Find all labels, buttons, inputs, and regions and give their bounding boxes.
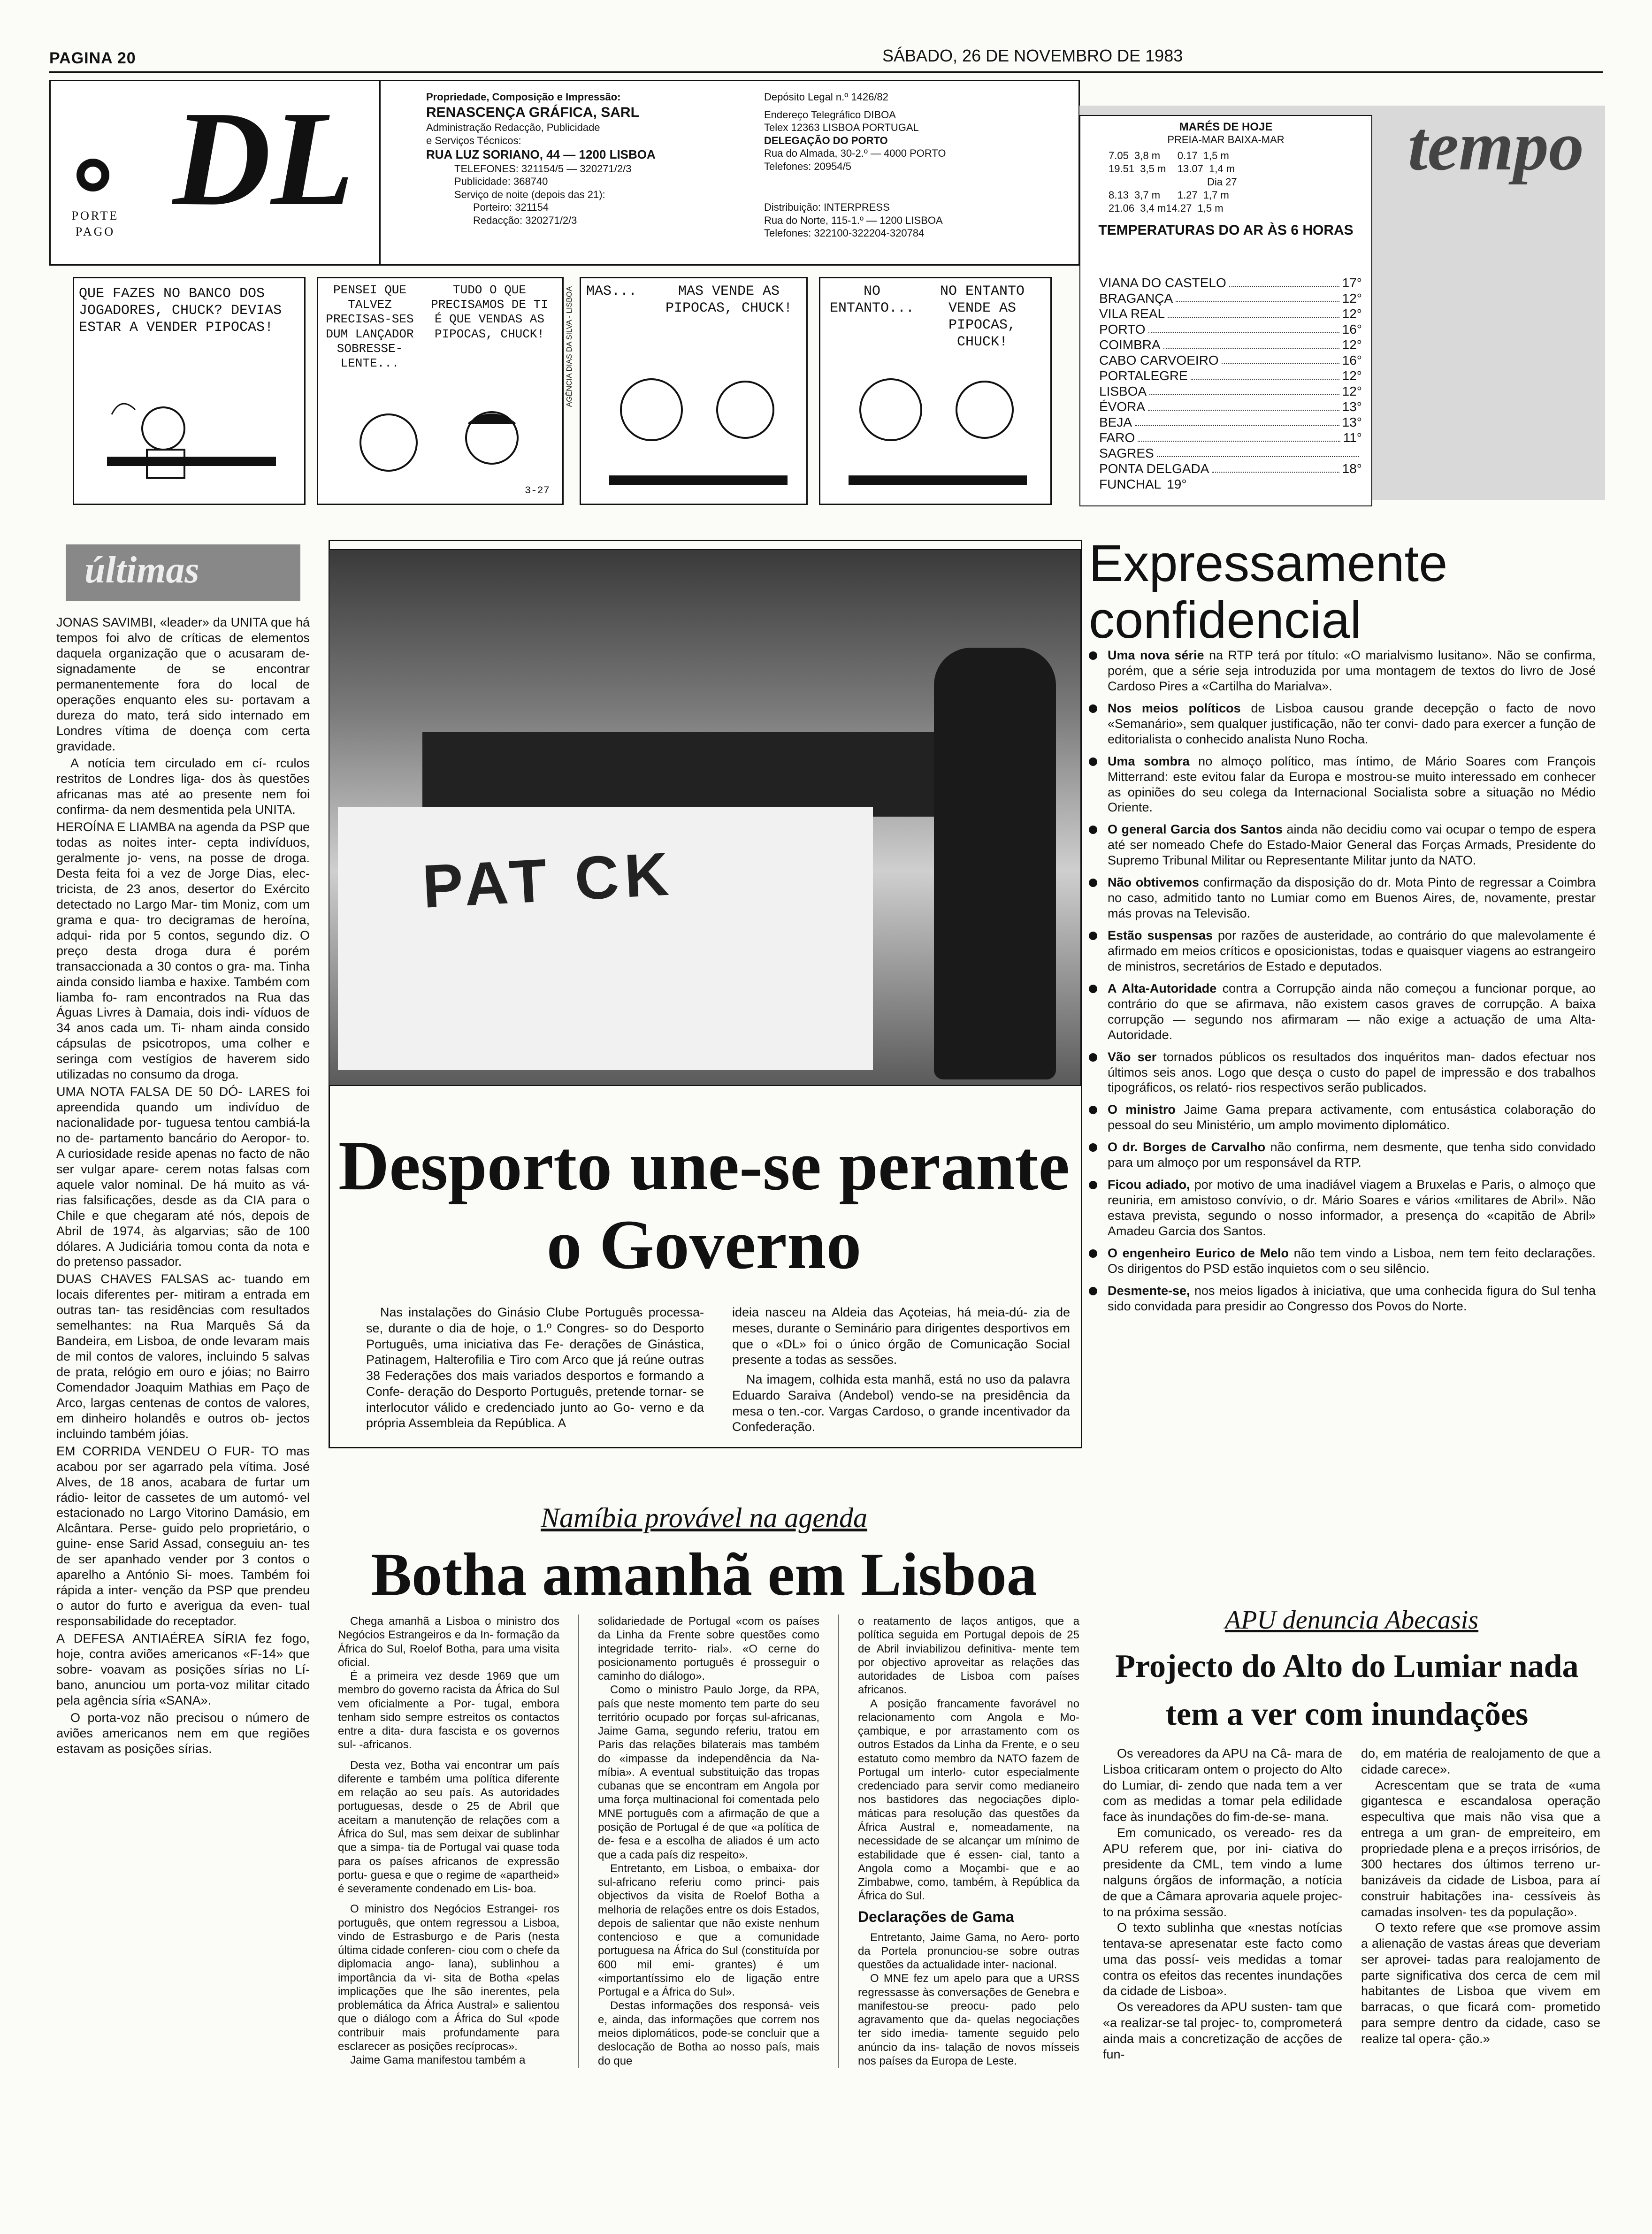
masthead-legal-info [764, 91, 1069, 240]
list-item [1089, 1283, 1596, 1314]
article-paragraph: solidariedade de Portugal «com os países da Linha da Frente sobre questões como integridade territo- rial». «O cerne do posicionamento português é prosseguir o caminho do diálogo». [598, 1615, 819, 1683]
item-lead: Nos meios políticos [1108, 701, 1241, 715]
comic-date: 3-27 [525, 485, 550, 497]
masthead [49, 80, 1080, 266]
article-paragraph: do, em matéria de realojamento de que a cidade carece». [1361, 1746, 1600, 1776]
article-paragraph: Nas instalações do Ginásio Clube Português processa-se, durante o dia de hoje, o 1.º Congres- so do Desporto Português, uma iniciativa das Fe- derações de Ginástica, Patinagem, Halterofilia e Tiro com Arco que já reúne outras 38 Federações dos mais variados desportos e formando a Confe- deração do Desporto Português, pretende tornar- se interlocutor válido e credenciado junto ao Go- verno e da própria Assembleia da República. A [366, 1305, 704, 1431]
desporto-headline: Desporto une-se perante o Governo [338, 1127, 1070, 1284]
item-text: na RTP terá por título: «O marialvismo lusitano». Não se confirma, porém, que a série seja introduzida por uma montagem de textos do livro de José Cardoso Pires a «Cartilha do Marialva». [1108, 648, 1596, 693]
dot-leader [1163, 337, 1339, 349]
list-item [1089, 648, 1596, 694]
apu-body [1103, 1746, 1600, 2063]
item-lead: Uma sombra [1108, 754, 1190, 768]
item-text: tornados públicos os resultados dos inquéritos man- dados efectuar nos últimos seis anos. Logo que desça o custo do papel de impressão e dos trabalhos tipográficos, os relató- rios respectivos serão publicados. [1108, 1049, 1596, 1095]
comic-characters-drawing [600, 367, 797, 499]
list-item [1089, 701, 1596, 747]
mast-line: Distribuição: INTERPRESS [764, 201, 890, 213]
speech-bubble: QUE FAZES NO BANCO DOS JOGADORES, CHUCK? DEVIAS ESTAR A VENDER PIPOCAS! [79, 285, 295, 336]
article-paragraph: Os vereadores da APU susten- tam que «a realizar-se tal projec- to, comprometerá ainda mais a concretização de acções de fun- [1103, 2000, 1342, 2062]
list-item [1089, 1177, 1596, 1239]
botha-kicker: Namíbia provável na agenda [540, 1502, 867, 1533]
logo-box [51, 81, 381, 264]
city-row [1099, 477, 1362, 492]
weather-card [1079, 115, 1372, 506]
article-column [1361, 1746, 1600, 2063]
city-name: PORTO [1099, 322, 1146, 337]
dot-leader [1135, 415, 1339, 426]
city-row [1099, 275, 1362, 291]
news-brief: JONAS SAVIMBI, «leader» da UNITA que há tempos foi alvo de críticas de elementos daquela organização que o acusaram de- signadamente de se encontrar permanentemente fora do local de operações enquanto eles su- portavam a dureza do mato, terá sido internado em Londres vítima de doença com certa gravidade. [56, 615, 310, 753]
speech-bubble: PENSEI QUE TALVEZ PRECISAS-SES DUM LANÇADOR SOBRESSE-LENTE... [323, 283, 417, 371]
page-number: PAGINA 20 [49, 49, 136, 67]
city-temp: 13° [1342, 415, 1362, 429]
mast-line: Telex 12363 LISBOA PORTUGAL [764, 122, 919, 133]
city-row [1099, 368, 1362, 383]
article-paragraph: A posição francamente favorável no relacionamento com Angola e Mo- çambique, e por arrastamento com os outros Estados da Linha da Frente, e o seu estatuto como membro da NATO fazem de Portugal um interlo- cutor especialmente credenciado para servir como medianeiro nos bastidores das negociações diplo- máticas para resolução das questões da África Austral e, nomeadamente, na necessidade de se alcançar um mínimo de estabilidade que é essen- cial, tanto a Angola como a Moçambi- que e ao Zimbabwe, como, também, à República da África do Sul. [858, 1697, 1079, 1903]
dot-leader [1138, 430, 1340, 442]
list-item [1089, 1140, 1596, 1171]
list-item [1089, 754, 1596, 816]
article-paragraph: Como o ministro Paulo Jorge, da RPA, país que neste momento tem parte do seu território ocupado por forças sul-africanas, Jaime Gama, segundo referiu, tratou em Paris das relações bilaterais mas também do «impasse da independência da Na- míbia». A eventual substituição das tropas cubanas que se encontram em Angola por uma força multinacional foi comentada pelo MNE português com a afirmação de que a posição de Portugal é de que «a política de de- fesa e a escolha de aliados é um acto que a cada país diz respeito». [598, 1683, 819, 1861]
mast-line: Endereço Telegráfico DIBOA [764, 108, 896, 121]
subheading: Declarações de Gama [858, 1908, 1014, 1925]
news-brief: A DEFESA ANTIAÉREA SÍRIA fez fogo, hoje, contra aviões americanos «F-14» que sobre- voavam as posições sírias no Lí- bano, anunciou um porta-voz militar citado pela agência síria «SANA». [56, 1631, 310, 1707]
city-name: COIMBRA [1099, 337, 1161, 352]
dot-leader [1149, 384, 1339, 395]
apu-kicker: APU denuncia Abecasis [1224, 1606, 1479, 1635]
dl-logo: DL [173, 83, 354, 234]
item-text: por motivo de uma inadiável viagem a Bruxelas e Paris, o almoço que reuniria, em amistoso convívio, o dr. Mário Soares e vários «militares de Abril». Não estava prevista, segundo o nosso informador, a presença do «capitão de Abril» Amadeu Garcia dos Santos. [1108, 1178, 1596, 1238]
ultimas-column [56, 615, 310, 2234]
city-name: VILA REAL [1099, 306, 1165, 321]
item-lead: A Alta-Autoridade [1108, 981, 1217, 995]
city-temp: 12° [1342, 291, 1362, 306]
article-paragraph: Jaime Gama manifestou também a [350, 2054, 526, 2067]
desporto-body [366, 1305, 1070, 1435]
photo-table-shape [422, 732, 1014, 817]
article-paragraph: Os vereadores da APU na Câ- mara de Lisboa criticaram ontem o projecto do Alto do Lumiar, di- zendo que nada tem a ver com as medidas a tomar pela edilidade face às inundações do fim-de-se- mana. [1103, 1746, 1342, 1824]
item-lead: O engenheiro Eurico de Melo [1108, 1246, 1289, 1260]
photo-banner-text: PAT CK [421, 839, 676, 921]
expressamente-list [1089, 648, 1596, 1321]
item-text: contra a Corrupção ainda não começou a funcionar porque, ao contrário do que se afirmava, não existem casos graves de corrupção. A baixa corrupção — segundo nos afirmaram — não exige a actuação de uma Alta-Autoridade. [1108, 981, 1596, 1042]
city-name: SAGRES [1099, 446, 1154, 460]
mast-line: Rua do Almada, 30-2.º — 4000 PORTO [764, 147, 946, 159]
city-row [1099, 384, 1362, 399]
item-text: ainda não decidiu como vai ocupar o tempo de espera até ser nomeado Chefe do Estado-Maior General das Forças Armads, Presidente do Supremo Tribunal Militar ou Representante Militar junto da NATO. [1108, 822, 1596, 868]
dot-leader [1212, 461, 1339, 473]
news-brief: UMA NOTA FALSA DE 50 DÓ- LARES foi apreendida quando um indivíduo de nacionalidade por- tuguesa tentou cambiá-la no de- partamento bancário do Aeropor- to. A curiosidade reside apenas no facto de não ser vulgar apare- cerem notas falsas com aquele valor nominal. De há muito as vá- rias falsificações, desde as da CIA para o Chile e que chegaram até nós, depois de Abril de 1974, às algarvias; são de 100 dólares. A Judiciária tomou conta da nota e do pretenso passador. [56, 1085, 310, 1269]
article-paragraph: Chega amanhã a Lisboa o ministro dos Negócios Estrangeiros e da In- formação da África do Sul, Roelof Botha, para uma visita oficial. [338, 1615, 559, 1669]
item-lead: Não obtivemos [1108, 875, 1199, 890]
city-row [1099, 337, 1362, 352]
mast-line: Publicidade: 368740 [454, 176, 548, 187]
city-name: LISBOA [1099, 384, 1147, 398]
article-paragraph: É a primeira vez desde 1969 que um membro do governo racista da África do Sul vem oficialmente a Por- tugal, embora tenham sido sempre estreitos os contactos entre a dita- dura fascista e os governos sul- -africanos. [338, 1670, 559, 1752]
list-item [1089, 875, 1596, 921]
article-paragraph: Entretanto, Jaime Gama, no Aero- porto da Portela pronunciou-se sobre outras questões da actualidade inter- nacional. [858, 1931, 1079, 1972]
dot-leader [1222, 353, 1339, 364]
news-brief: EM CORRIDA VENDEU O FUR- TO mas acabou por ser agarrado pela vítima. José Alves, de 18 anos, acabara de furtar um rádio- leitor de cassetes de um automó- vel estacionado no Largo Vitorino Damásio, em Alcântara. Perse- guido pelo proprietário, o guine- ense Sarid Assad, conseguiu an- tes de ser apanhado vender por 3 contos o aparelho a António Si- moes. Também foi rápida a inter- venção da PSP que prendeu o autor do furto e averigua da even- tual responsabilidade do receptador. [56, 1444, 310, 1628]
article-paragraph: O ministro dos Negócios Estrangei- ros português, que ontem regressou a Lisboa, vindo de Estrasburgo e de Paris (nesta última cidade conferen- ciou com o chefe da diplomacia ango- lana), sublinhou a importância da vi- sita de Botha «pelas implicações que lhe são inerentes, pela problemática da África Austral» e salientou que o diálogo com a África do Sul «pode contribuir mais profundamente para esclarecer as posições recíprocas». [338, 1903, 559, 2053]
news-brief: A notícia tem circulado em cí- rculos restritos de Londres liga- dos às questões africanas mas até ao presente nem foi confirma- da nem desmentida pela UNITA. [56, 756, 310, 817]
botha-headline: Botha amanhã em Lisboa [371, 1541, 1037, 1608]
mast-line: Propriedade, Composição e Impressão: [426, 91, 621, 103]
item-lead: Ficou adiado, [1108, 1178, 1190, 1192]
tides-subtitle: PREIA-MAR BAIXA-MAR [1167, 134, 1285, 145]
item-lead: Uma nova série [1108, 648, 1204, 662]
mast-line: Depósito Legal n.º 1426/82 [764, 91, 888, 103]
item-lead: O ministro [1108, 1102, 1176, 1117]
article-paragraph: O texto sublinha que «nestas notícias tentava-se apresenatar este facto como uma das possí- veis medidas a tomar contra os efeitos das recentes inundações da cidade de Lisboa». [1103, 1920, 1342, 1998]
article-paragraph: O texto refere que «se promove assim a alienação de vastas áreas que deveriam ser aprovei- tadas para realojamento de parte significativa dos cerca de cem mil habitantes de Lisboa que vivem em barracas, o que ficará com- prometido para sempre dentro da cidade, caso se realize tal opera- ção.» [1361, 1920, 1600, 2046]
city-row [1099, 353, 1362, 368]
list-item [1089, 1102, 1596, 1133]
city-name: FARO [1099, 430, 1135, 445]
tides-title: MARÉS DE HOJE [1179, 121, 1273, 133]
tide-row: Dia 27 [1207, 176, 1237, 188]
tide-row: 7.05 3,8 m 0.17 1,5 m [1109, 150, 1229, 161]
header-rule [49, 71, 1603, 73]
article-column [858, 1614, 1079, 2068]
item-text: por razões de austeridade, ao contrário do que malevolamente é afirmado em meios críticos e oposicionistas, todas e quaisquer viagens ao estrangeiro de ministros, secretários de Estado e deputados. [1108, 928, 1596, 973]
city-temp: 13° [1342, 399, 1362, 414]
apu-headline: Projecto do Alto do Lumiar nada tem a ver com inundações [1115, 1648, 1579, 1732]
list-item [1089, 822, 1596, 868]
speech-bubble: TUDO O QUE PRECISAMOS DE TI É QUE VENDAS AS PIPOCAS, CHUCK! [426, 283, 553, 342]
city-row [1099, 291, 1362, 306]
comic-panel-3 [580, 277, 808, 505]
item-text: Jaime Gama prepara activamente, com entusástica colaboração do pessoal do seu Ministério, um amplo movimento diplomático. [1108, 1102, 1596, 1132]
item-lead: Estão suspensas [1108, 928, 1213, 942]
city-name: FUNCHAL [1099, 477, 1162, 491]
dot-leader [1191, 368, 1339, 380]
mast-line: Rua do Norte, 115-1.º — 1200 LISBOA [764, 214, 943, 226]
article-column [598, 1614, 819, 2068]
mast-line: Administração Redacção, Publicidade [426, 122, 600, 133]
dot-leader [1229, 275, 1339, 287]
article-paragraph: Na imagem, colhida esta manhã, está no uso da palavra Eduardo Saraiva (Andebol) vendo-se na presidência da mesa o ten.-cor. Vargas Cardoso, o grande incentivador da Confederação. [732, 1372, 1070, 1434]
tide-row: 8.13 3,7 m 1.27 1,7 m [1109, 189, 1229, 201]
mast-line: Redacção: 320271/2/3 [473, 214, 577, 226]
article-paragraph: o reatamento de laços antigos, que a política seguida em Portugal depois de 25 de Abril inviabilizou definitiva- mente tem por objectivo aproveitar as relações das autoridades de Lisboa com países africanos. [858, 1615, 1079, 1697]
list-item [1089, 1049, 1596, 1096]
list-item [1089, 981, 1596, 1043]
temperature-title: TEMPERATURAS DO AR ÀS 6 HORAS [1098, 222, 1354, 238]
list-item [1089, 1246, 1596, 1277]
ultimas-label: últimas [84, 550, 199, 591]
article-paragraph: ideia nasceu na Aldeia das Açoteias, há meia-dú- zia de meses, durante o Seminário para dirigentes desportivos em que o «DL» foi o único órgão de Comunicação Social presente a todas as sessões. [732, 1305, 1070, 1367]
speech-bubble: MAS... [586, 283, 637, 299]
dot-leader [1168, 306, 1339, 318]
speech-bubble: MAS VENDE AS PIPOCAS, CHUCK! [661, 283, 797, 317]
mast-line: DELEGAÇÃO DO PORTO [764, 134, 888, 146]
list-item [1089, 928, 1596, 974]
city-temp: 12° [1342, 337, 1362, 352]
city-row [1099, 306, 1362, 321]
item-text: de Lisboa causou grande decepção o facto de novo «Semanário», sem qualquer justificação, não ter convi- dado para exercer a função de editorialista o conhecido analista Nuno Rocha. [1108, 701, 1596, 746]
comic-panel-1 [73, 277, 306, 505]
article-paragraph: Destas informações dos responsá- veis e, ainda, das informações que correm nos meios diplomáticos, pode-se concluir que a deslocação de Botha ao nosso país, mais do que [598, 1999, 819, 2067]
article-paragraph: Desta vez, Botha vai encontrar um país diferente e também uma política diferente em relação ao seu país. As autoridades portuguesas, desde o 25 de Abril que aceitam a manutenção de relações com a África do Sul, mas sem deixar de sublinhar que a simpa- tia de Portugal vai quase toda para os países africanos de expressão portu- guesa e que o regime de «apartheid» é severamente condenado em Lis- boa. [338, 1759, 559, 1896]
item-text: não confirma, nem desmente, que tenha sido convidado para um almoço por um responsável da RTP. [1108, 1140, 1596, 1170]
city-temp: 19° [1167, 477, 1187, 491]
comic-credit: AGÊNCIA DIAS DA SILVA - LISBOA [566, 286, 574, 407]
city-temp: 18° [1342, 461, 1362, 476]
mast-line: e Serviços Técnicos: [426, 134, 521, 146]
city-row [1099, 415, 1362, 430]
city-temp: 16° [1342, 322, 1362, 337]
city-row [1099, 461, 1362, 476]
item-text: confirmação da disposição do dr. Mota Pinto de regressar a Coimbra no caso, admitido tanto no Lumiar como em Buenos Aires, de, novamente, prestar más provas na Televisão. [1108, 875, 1596, 921]
issue-date: SÁBADO, 26 DE NOVEMBRO DE 1983 [882, 46, 1183, 65]
expressamente-title: Expressamente confidencial [1089, 535, 1448, 649]
city-row [1099, 446, 1362, 461]
mast-line: Telefones: 322100-322204-320784 [764, 227, 925, 239]
item-lead: Desmente-se, [1108, 1283, 1190, 1298]
article-paragraph: Em comunicado, os vereado- res da APU referem que, por ini- ciativa do presidente da CML, tem vindo a lume nalguns órgãos de informação, a notícia de que a Câmara aprovaria aquele projec- to na próxima sessão. [1103, 1825, 1342, 1919]
photo-speaker-shape [934, 648, 1056, 1079]
city-name: BRAGANÇA [1099, 291, 1173, 306]
item-lead: O dr. Borges de Carvalho [1108, 1140, 1266, 1155]
city-temp: 16° [1342, 353, 1362, 367]
porte-pago: PORTE PAGO [71, 209, 119, 238]
speech-bubble: NO ENTANTO... [825, 283, 919, 317]
article-column [1103, 1746, 1342, 2063]
city-temp: 12° [1342, 368, 1362, 383]
dot-leader [1157, 446, 1359, 457]
city-name: VIANA DO CASTELO [1099, 275, 1226, 290]
column-rule [838, 1614, 839, 2068]
news-brief: O porta-voz não precisou o número de aviões americanos nem em que regiões estavam as posições sírias. [56, 1710, 310, 1756]
column-rule [578, 1614, 579, 2068]
tide-row: 21.06 3,4 m14.27 1,5 m [1109, 202, 1224, 214]
city-temp: 12° [1342, 384, 1362, 398]
comic-bench-drawing [102, 386, 281, 499]
city-name: PORTALEGRE [1099, 368, 1188, 383]
city-row [1099, 430, 1362, 445]
speech-bubble: NO ENTANTO VENDE AS PIPOCAS, CHUCK! [924, 283, 1041, 351]
weather-box [1079, 106, 1605, 500]
city-name: ÉVORA [1099, 399, 1146, 414]
city-temp: 17° [1342, 275, 1362, 290]
masthead-publisher-info [426, 91, 745, 227]
comic-panel-4 [819, 277, 1052, 505]
mast-line: RUA LUZ SORIANO, 44 — 1200 LISBOA [426, 147, 656, 161]
emblem-inner-icon [84, 167, 101, 184]
botha-body [338, 1614, 1079, 2068]
item-lead: O general Garcia dos Santos [1108, 822, 1283, 837]
item-text: não tem vindo a Lisboa, nem tem feito declarações. Os dirigentos do PSD estão inquietos com o seu silêncio. [1108, 1246, 1596, 1276]
dot-leader [1148, 322, 1339, 333]
article-paragraph: Entretanto, em Lisboa, o embaixa- dor sul-africano referiu como princi- pais objectivos da visita de Roelof Botha a melhoria de relações entre os dois Estados, depois de salientar que não existe nenhum contencioso e que a comunidade portuguesa na África do Sul (constituída por 600 mil emi- grantes) é um «importantíssimo elo de ligação entre Portugal e a África do Sul». [598, 1862, 819, 1999]
article-paragraph: O MNE fez um apelo para que a URSS regressasse às conversações de Genebra e manifestou-se preocu- pado pelo agravamento que da- quelas negociações ter sido imedia- tamente seguido pelo anúncio da ins- talação de novos mísseis nos países da Europa de Leste. [858, 1972, 1079, 2067]
item-text: no almoço político, mas íntimo, de Mário Soares com François Mitterrand: este evitou falar da Europa e mostrou-se muito interessado em conhecer as opiniões do seu colega da Internacional Socialista sobre a situação no Médio Oriente. [1108, 754, 1596, 815]
city-name: CABO CARVOEIRO [1099, 353, 1219, 367]
mast-line: Serviço de noite (depois das 21): [454, 188, 605, 200]
city-name: PONTA DELGADA [1099, 461, 1209, 476]
city-temp: 12° [1342, 306, 1362, 321]
comic-characters-drawing [839, 367, 1036, 499]
news-brief: HEROÍNA E LIAMBA na agenda da PSP que todas as noites inter- cepta indivíduos, geralmente jo- vens, na posse de droga. Desta feita foi a vez de Jorge Dias, elec- tricista, de 23 anos, desertor do Exército detectado no Largo Mar- tim Moniz, com um grama e qua- tro decigramas de heroína, adqui- rida por 5 contos, segundo diz. O preço desta droga dura é porém transaccionada a 30 contos o gra- ma. Tinha ainda consido liamba e haxixe. Também com liamba fo- ram encontrados na Rua das Águas Livres à Damaia, dois indi- víduos de 34 anos cada um. Ti- nham ainda consido cápsulas de psicotropos, uma colher e seringa com vestígios de haverem sido utilizadas no consumo da droga. [56, 820, 310, 1082]
mast-line: TELEFONES: 321154/5 — 320271/2/3 [454, 162, 632, 175]
city-name: BEJA [1099, 415, 1132, 429]
mast-line: Telefones: 20954/5 [764, 160, 851, 172]
news-brief: DUAS CHAVES FALSAS ac- tuando em locais diferentes per- mitiram a entrada em outras tan- tas residências com resultados semelhantes: na Rua Marquês Sá da Bandeira, em Lisboa, de onde levaram mais de mil contos de valores, incluindo 5 salvas de prata, relógio em ouro e jóias; no Bairro Comendador Joaquim Mathias em Paço de Arco, largas centenas de contos de valores, em dinheiro holandês e outros ob- jectos incluindo também jóias. [56, 1272, 310, 1441]
city-temp: 11° [1343, 430, 1362, 445]
dot-leader [1176, 291, 1339, 302]
comic-panel-2 [317, 277, 564, 505]
article-column [338, 1614, 559, 2068]
tide-row: 19.51 3,5 m 13.07 1,4 m [1109, 163, 1235, 175]
dot-leader [1148, 399, 1339, 411]
mast-line: Porteiro: 321154 [473, 201, 549, 213]
comic-strip [73, 277, 1058, 502]
item-lead: Vão ser [1108, 1049, 1157, 1064]
item-text: nos meios ligados à iniciativa, que uma conhecida figura do Sul tenha sido convidada para presidir ao Congresso dos Povos do Norte. [1108, 1283, 1596, 1313]
tempo-logo: tempo [1408, 107, 1584, 185]
mast-line: RENASCENÇA GRÁFICA, SARL [426, 104, 639, 120]
city-row [1099, 322, 1362, 337]
comic-characters-drawing [337, 396, 543, 499]
article-paragraph: Acrescentam que se trata de «uma gigantesca e escandalosa operação especultiva que mais não visa que a entrega a um gran- de empreiteiro, em propriedade plena e a preços irrisórios, de 300 hectares dos últimos terreno ur- banizáveis da cidade de Lisboa, para aí construir habitações ina- cessíveis às camadas insolven- tes da população». [1361, 1778, 1600, 1919]
city-row [1099, 399, 1362, 414]
